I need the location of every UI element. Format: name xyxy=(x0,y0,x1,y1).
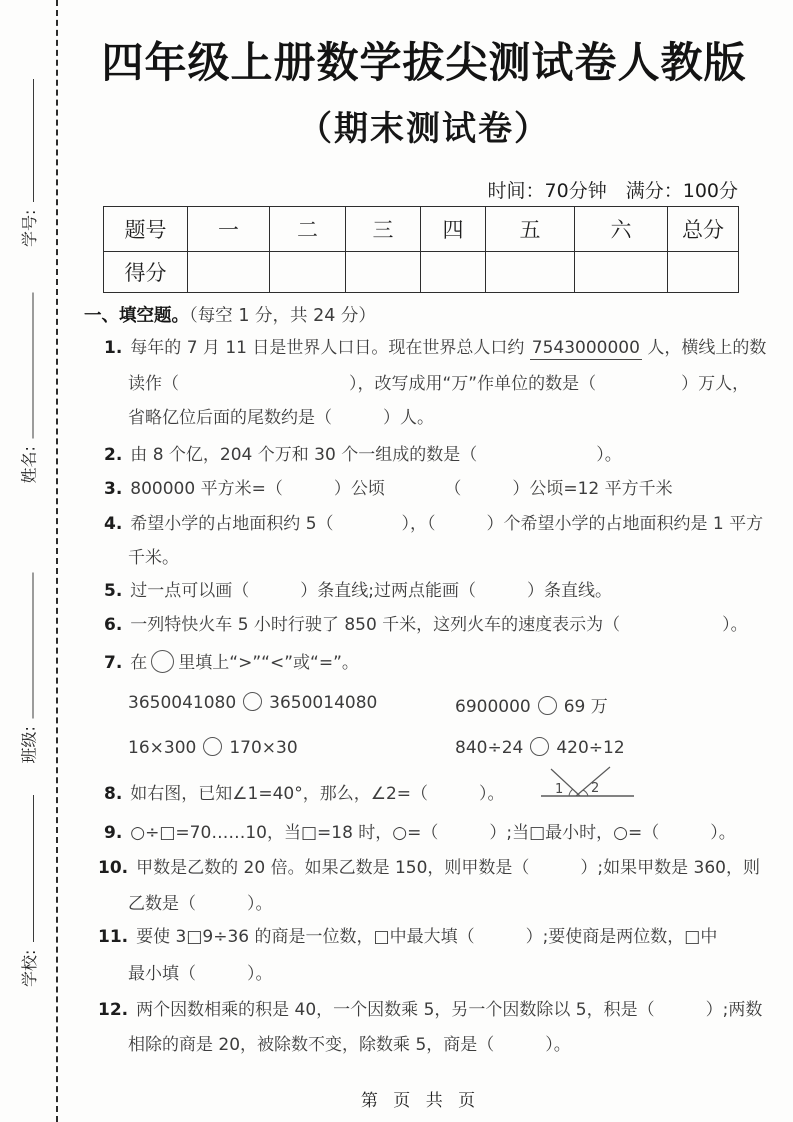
question-8-number: 8. xyxy=(104,784,123,804)
answer-circle xyxy=(151,650,174,673)
score-empty-cell xyxy=(486,252,575,293)
question-7-number: 7. xyxy=(104,653,123,673)
angle-1-label: 1 xyxy=(555,782,564,797)
question-9 xyxy=(104,818,736,843)
compare-right: 3650014080 xyxy=(269,693,378,713)
angle-figure xyxy=(538,764,638,804)
compare-left: 6900000 xyxy=(455,697,531,717)
question-4-line-1 xyxy=(104,509,763,534)
compare-right: 170×30 xyxy=(229,738,298,758)
class-label: 班级: xyxy=(19,726,39,764)
sidebar-field-school xyxy=(11,793,39,987)
question-3 xyxy=(104,474,673,499)
answer-circle xyxy=(530,737,549,756)
question-1-number: 1. xyxy=(104,338,123,358)
score-empty-cell xyxy=(575,252,668,293)
question-10-line-2: 乙数是（ ）。 xyxy=(128,894,273,914)
school-label: 学校: xyxy=(20,949,39,987)
score-empty-cell xyxy=(668,252,739,293)
question-12-number: 12. xyxy=(98,1000,129,1020)
name-blank-line xyxy=(33,293,34,439)
question-11-text: 要使 3□9÷36 的商是一位数，□中最大填（ ）;要使商是两位数，□中 xyxy=(136,927,718,947)
question-2-number: 2. xyxy=(104,445,123,465)
question-4-line-2: 千米。 xyxy=(128,548,179,568)
question-2-text: 由 8 个亿，204 个万和 30 个一组成的数是（ ）。 xyxy=(130,445,622,465)
question-9-number: 9. xyxy=(104,823,123,843)
question-3-number: 3. xyxy=(104,479,123,499)
class-blank-line xyxy=(33,573,34,719)
answer-circle xyxy=(243,692,262,711)
time-score-meta: 时间：70分钟 满分：100分 xyxy=(487,180,738,202)
score-table-cell: 总分 xyxy=(668,207,739,252)
question-5 xyxy=(104,576,612,601)
question-1-text-cont: 人，横线上的数 xyxy=(641,338,767,358)
score-empty-cell xyxy=(270,252,346,293)
score-label-cell: 得分 xyxy=(104,252,188,293)
question-3-text: 800000 平方米=（ ）公顷 （ ）公顷=12 平方千米 xyxy=(130,479,673,499)
student-id-label: 学号: xyxy=(20,209,39,247)
question-7-text: 在 xyxy=(130,653,148,673)
compare-left: 840÷24 xyxy=(455,738,524,758)
question-10-text: 甲数是乙数的 20 倍。如果乙数是 150，则甲数是（ ）;如果甲数是 360，则 xyxy=(136,858,760,878)
score-table-header-row xyxy=(104,207,739,252)
answer-circle xyxy=(203,737,222,756)
section-title: 一、填空题。 xyxy=(84,306,189,326)
question-8 xyxy=(104,779,505,804)
answer-circle xyxy=(538,696,557,715)
score-empty-cell xyxy=(188,252,270,293)
question-6-text: 一列特快火车 5 小时行驶了 850 千米，这列火车的速度表示为（ ）。 xyxy=(130,615,748,635)
question-1-text: 每年的 7 月 11 日是世界人口日。现在世界总人口约 xyxy=(130,338,530,358)
score-table-cell-label: 题号 xyxy=(104,207,188,252)
section-note: （每空 1 分，共 24 分） xyxy=(189,306,376,326)
compare-right: 420÷12 xyxy=(556,738,625,758)
question-12-line-2: 相除的商是 20，被除数不变，除数乘 5，商是（ ）。 xyxy=(128,1035,571,1055)
margin-dashed-line xyxy=(56,0,58,1122)
question-1-line-2: 读作（ ），改写成用“万”作单位的数是（ ）万人， xyxy=(128,374,750,394)
school-blank-line xyxy=(33,795,34,942)
question-7-text-cont: 里填上“>”“<”或“=”。 xyxy=(178,653,359,673)
question-11-number: 11. xyxy=(98,927,129,947)
question-11-line-1 xyxy=(98,922,717,947)
score-table-cell: 一 xyxy=(188,207,270,252)
sidebar-field-class xyxy=(11,571,39,764)
question-10-number: 10. xyxy=(98,858,129,878)
sidebar-field-name xyxy=(11,291,39,484)
page-footer: 第 页 共 页 xyxy=(360,1091,481,1111)
page-subtitle: （期末测试卷） xyxy=(298,109,550,149)
question-12-text: 两个因数相乘的积是 40，一个因数乘 5，另一个因数除以 5，积是（ ）;两数 xyxy=(136,1000,763,1020)
question-2 xyxy=(104,440,622,465)
score-table-score-row xyxy=(104,252,739,293)
question-10-line-1 xyxy=(98,853,760,878)
compare-left: 3650041080 xyxy=(128,693,237,713)
score-table-cell: 五 xyxy=(486,207,575,252)
student-id-blank-line xyxy=(33,79,34,202)
comparison-pair-1 xyxy=(128,692,377,713)
question-6 xyxy=(104,610,748,635)
comparison-pair-2 xyxy=(455,692,608,717)
question-1-line-3: 省略亿位后面的尾数约是（ ）人。 xyxy=(128,408,434,428)
question-9-text: ○÷□=70……10，当□=18 时，○=（ ）;当□最小时，○=（ ）。 xyxy=(130,823,736,843)
question-8-text: 如右图，已知∠1=40°，那么，∠2=（ ）。 xyxy=(130,784,505,804)
page-title: 四年级上册数学拔尖测试卷人教版 xyxy=(101,38,747,87)
question-7-heading xyxy=(104,648,359,673)
sidebar-field-student-id xyxy=(11,77,39,247)
question-12-line-1 xyxy=(98,995,762,1020)
angle-2-label: 2 xyxy=(591,781,600,796)
compare-left: 16×300 xyxy=(128,738,197,758)
score-table-cell: 三 xyxy=(346,207,421,252)
question-4-number: 4. xyxy=(104,514,123,534)
score-table-cell: 四 xyxy=(421,207,486,252)
question-5-number: 5. xyxy=(104,581,123,601)
score-table-cell: 二 xyxy=(270,207,346,252)
score-empty-cell xyxy=(346,252,421,293)
question-1-line-1 xyxy=(104,333,766,358)
comparison-pair-3 xyxy=(128,737,298,758)
compare-right: 69 万 xyxy=(563,697,608,717)
score-empty-cell xyxy=(421,252,486,293)
section-heading xyxy=(84,302,376,327)
name-label: 姓名: xyxy=(19,446,39,484)
score-table-cell: 六 xyxy=(575,207,668,252)
comparison-pair-4 xyxy=(455,737,625,758)
score-table xyxy=(103,206,739,293)
underlined-population-number: 7543000000 xyxy=(531,338,640,358)
question-6-number: 6. xyxy=(104,615,123,635)
question-5-text: 过一点可以画（ ）条直线;过两点能画（ ）条直线。 xyxy=(130,581,613,601)
question-11-line-2: 最小填（ ）。 xyxy=(128,964,273,984)
question-4-text: 希望小学的占地面积约 5（ ），（ ）个希望小学的占地面积约是 1 平方 xyxy=(130,514,764,534)
